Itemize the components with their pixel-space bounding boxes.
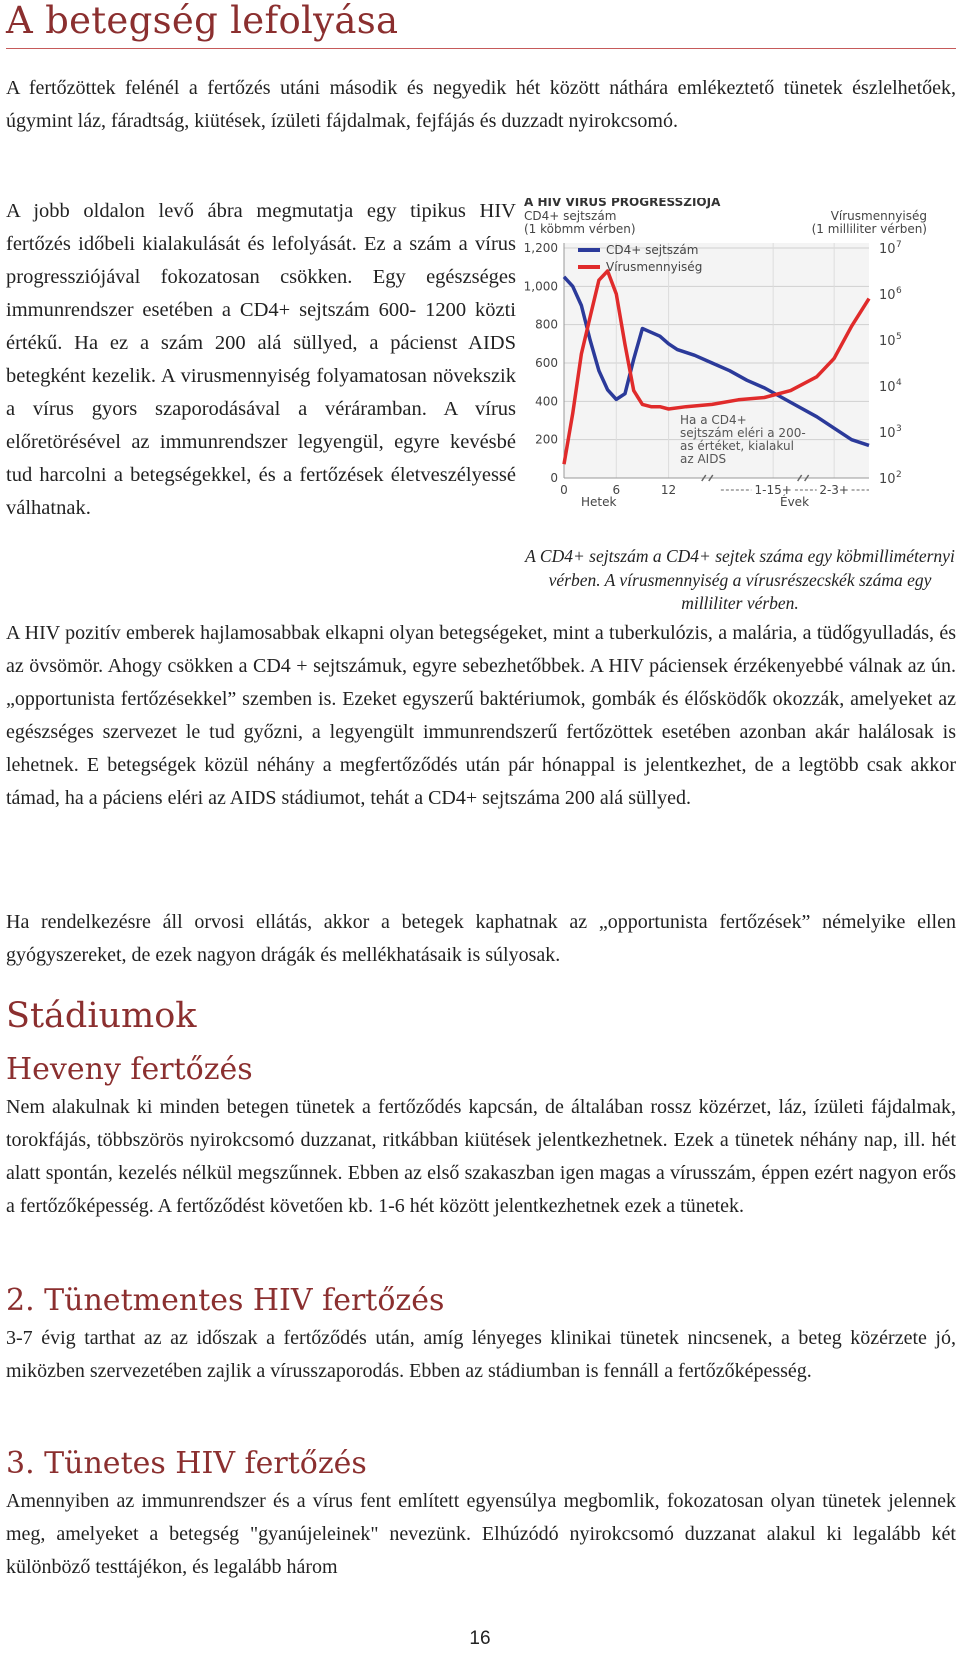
opportunistic-paragraph: A HIV pozitív emberek hajlamosabbak elkapni olyan betegségeket, mint a tuberkulózis, a malária, a tüdőgyulladás, és az övsömör. Ahogy csökken a CD4 + sejtszámuk, egyre sebezhetőbbek. A HIV páciensek érzékenyebbé válnak az ún. „opportunista fertőzésekkel” szemben is. Ezeket egyszerű baktériumok, gombák és élősködők okozzák, amelyeket az egészséges szervezet le tud győzni, a legyengült immunrendszerű fertőzöttek esetében azonban akár halálosak is lehetnek. E betegségek közül néhány a megfertőződés után pár hónappal is jelentkezhet, de a legtöbb csak akkor támad, ha a páciens eléri az AIDS stádiumot, tehát a CD4+ sejtszáma 200 alá süllyed. [6, 622, 956, 809]
chart-title: A HIV VÍRUS PROGRESSZIÓJA [524, 198, 721, 209]
heading-symptomatic: 3. Tünetes HIV fertőzés [6, 1446, 367, 1481]
annotation-line-2: sejtszám eléri a 200- [680, 426, 806, 440]
right-tick-label: 10 [879, 242, 896, 257]
hiv-progression-figure [524, 198, 956, 616]
left-tick-label: 400 [535, 394, 558, 409]
acute-infection-paragraph: Nem alakulnak ki minden betegen tünetek a fertőződés kapcsán, de általában rossz közérzet, láz, ízületi fájdalmak, torokfájás, többszörös nyirokcsomó duzzanat, ritkábban kiütések jelentkezhetnek. Ezek a tünetek néhány nap, ill. hét alatt spontán, kezelés nélkül megszűnnek. Ebben az első szakaszban igen magas a vírusszám, éppen ezért nagyon erős a fertőzőképesség. A fertőződést követően kb. 1-6 hét között jelentkezhetnek ezek a tünetek. [6, 1096, 956, 1217]
right-tick-exponent: 5 [896, 332, 902, 342]
right-tick-exponent: 3 [896, 424, 902, 434]
treatment-paragraph: Ha rendelkezésre áll orvosi ellátás, akkor a betegek kaphatnak az „opportunista fertőzések” némelyike ellen gyógyszereket, de ezek nagyon drágák és mellékhatásaik is súlyosak. [6, 911, 956, 966]
left-axis-title-1: CD4+ sejtszám [524, 209, 617, 223]
right-tick-label: 10 [879, 334, 896, 349]
intro-paragraph: A fertőzöttek felénél a fertőzés utáni második és negyedik hét között náthára emlékeztető tünetek észlelhetőek, úgymint láz, fáradtság, kiütések, ízületi fájdalmak, fejfájás és duzzadt nyirokcsomó. [6, 77, 956, 132]
chart-explanation-paragraph: A jobb oldalon levő ábra megmutatja egy tipikus HIV fertőzés időbeli kialakulását és lefolyását. Ez a szám a vírus progressziójával fokozatosan csökken. Egy egészséges immunrendszer esetében a CD4+ sejtszám 600- 1200 közti értékű. Ha ez a szám 200 alá süllyed, a pácienst AIDS betegként kezelik. A virusmennyiség folyamatosan növekszik a vírus gyors szaporodásával a véráramban. A vírus előretörésével az immunrendszer legyengül, egyre kevésbé tud harcolni a betegségekkel, és a fertőzések életveszélyessé válhatnak. [6, 200, 516, 519]
page-title: A betegség lefolyása [6, 0, 956, 49]
heading-asymptomatic: 2. Tünetmentes HIV fertőzés [6, 1283, 445, 1318]
left-tick-label: 200 [535, 432, 558, 447]
figure-caption: A CD4+ sejtszám a CD4+ sejtek száma egy köbmilliméternyi vérben. A vírusmennyiség a vírusrészecskék száma egy milliliter vérben. [525, 546, 955, 613]
x-axis-label-weeks: Hetek [581, 495, 617, 509]
asymptomatic-paragraph: 3-7 évig tarthat az az időszak a fertőződés után, amíg lényeges klinikai tünetek nincsenek, a beteg közérzete jó, miközben szervezetében zajlik a vírusszaporodás. Ebben az stádiumban is fennáll a fertőzőképesség. [6, 1327, 956, 1382]
right-axis-title-1: Vírusmennyiség [830, 209, 927, 223]
right-tick-label: 10 [879, 426, 896, 441]
right-tick-label: 10 [879, 380, 896, 395]
left-tick-label: 600 [535, 356, 558, 370]
right-tick-label: 10 [879, 472, 896, 487]
legend-label-cd4: CD4+ sejtszám [606, 243, 699, 257]
x-tick-label: 0 [560, 483, 568, 497]
hiv-progression-chart [524, 198, 954, 536]
left-column [6, 195, 516, 525]
left-tick-label: 1,000 [524, 279, 558, 294]
x-tick-label: 12 [660, 483, 677, 497]
right-tick-exponent: 6 [896, 286, 902, 296]
x-tick-label: 6 [612, 483, 621, 497]
right-tick-exponent: 7 [896, 240, 902, 250]
legend-label-viral-load: Vírusmennyiség [606, 260, 703, 274]
right-axis-title-2: (1 milliliter vérben) [811, 222, 927, 236]
symptomatic-paragraph: Amennyiben az immunrendszer és a vírus fent említett egyensúlya megbomlik, fokozatosan olyan tünetek jelennek meg, amelyeket a betegség "gyanújeleinek" nevezünk. Elhúzódó nyirokcsomó duzzanat alakul ki legalább két különböző testtájékon, és legalább három [6, 1490, 956, 1578]
left-axis-title-2: (1 köbmm vérben) [524, 222, 636, 236]
left-tick-label: 800 [535, 317, 558, 332]
left-tick-label: 1,200 [524, 241, 558, 255]
heading-stages: Stádiumok [6, 996, 197, 1036]
right-tick-exponent: 4 [896, 378, 902, 388]
heading-acute-infection: Heveny fertőzés [6, 1052, 253, 1087]
left-tick-label: 0 [550, 471, 558, 485]
x-axis-label-years: Évek [780, 495, 810, 509]
x-tick-label: 1-15+ [754, 483, 792, 497]
document-page [6, 0, 956, 1578]
page-number: 16 [469, 1628, 491, 1649]
right-tick-exponent: 2 [896, 470, 902, 480]
x-tick-label: 2-3+ [819, 483, 849, 497]
annotation-line-4: az AIDS [680, 452, 727, 466]
annotation-line-1: Ha a CD4+ [680, 413, 747, 427]
annotation-line-3: as értéket, kialakul [680, 439, 794, 453]
right-tick-label: 10 [879, 288, 896, 303]
